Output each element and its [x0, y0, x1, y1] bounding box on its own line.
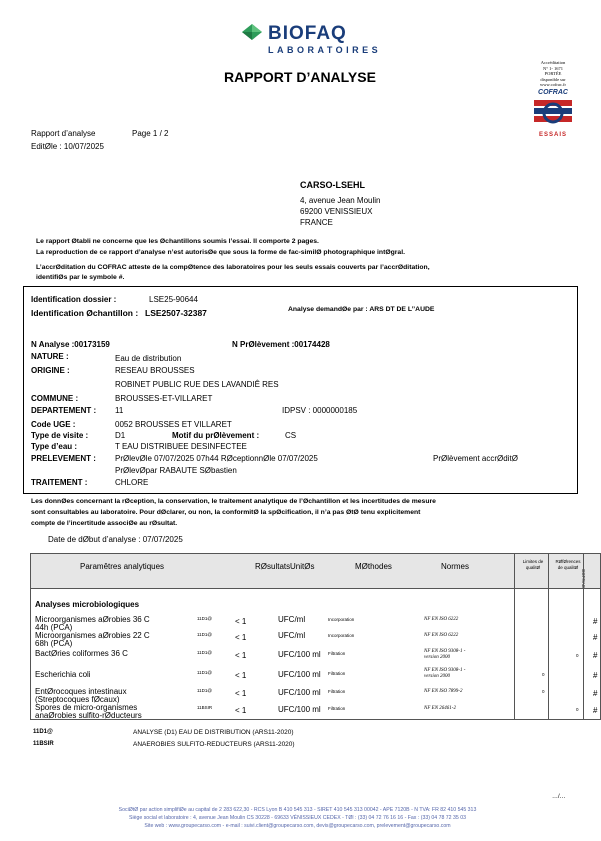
header-cofrac: COFRAC	[581, 569, 586, 588]
header-limit: Limites de qualitØ	[522, 559, 544, 570]
analysis-requester: Analyse demandØe par : ARS DT DE L’’AUDE	[288, 306, 435, 313]
row-code: 11D1@	[197, 688, 212, 693]
footer-line: Siège social et laboratoire : 4, avenue Jean Moulin CS 30228 - 69633 VÉNISSIEUX CEDEX - TØl : (33) 04 72 76 16 16 - Fax : (33) 04 78 72 35 03	[129, 815, 466, 821]
notice-line: La reproduction de ce rapport d’analyse n’est autorisØe que sous la forme de fac-similØ photographique intØgral.	[36, 249, 405, 256]
prelevement-value: PrØlevØle 07/07/2025 07h44 RØceptionnØle 07/07/2025	[115, 454, 318, 463]
row-limit: 0	[542, 672, 545, 677]
row-method: Filtration	[328, 689, 346, 694]
idpsv: IDPSV : 0000000185	[282, 406, 358, 415]
origine-label: ORIGINE :	[31, 366, 70, 375]
cofrac-essais: ESSAIS	[538, 131, 567, 138]
company-logo	[230, 22, 380, 64]
page-title: RAPPORT D’ANALYSE	[224, 69, 376, 85]
row-cofrac-mark: #	[593, 706, 598, 715]
param-line: anaØrobies sulfito-rØducteurs	[35, 711, 142, 720]
row-result: < 1	[235, 671, 247, 680]
eau-value: T EAU DISTRIBUEE DESINFECTEE	[115, 442, 247, 451]
legend-text: ANALYSE (D1) EAU DE DISTRIBUTION (ARS11-2020)	[133, 729, 294, 736]
cofrac-logo-icon	[528, 96, 578, 132]
row-ref: 0	[576, 653, 579, 658]
table-row	[30, 631, 599, 649]
row-result: < 1	[235, 651, 247, 660]
section-title: Analyses microbiologiques	[35, 600, 140, 609]
commune-label: COMMUNE :	[31, 394, 79, 403]
uge-value: 0052 BROUSSES ET VILLARET	[115, 420, 232, 429]
row-cofrac-mark: #	[593, 617, 598, 626]
prelevement-operator: PrØlevØpar RABAUTE SØbastien	[115, 466, 237, 475]
data-notice-line: sont consultables au laboratoire. Pour dØclarer, ou non, la conformitØ la spØcification, il n’a pas ØtØ tenu explicitement	[31, 509, 421, 516]
header-method: MØthodes	[355, 562, 392, 571]
row-method: Incorporation	[328, 617, 355, 622]
departement-value: 11	[115, 406, 124, 415]
row-code: 11BSIR	[197, 705, 213, 710]
commune-value: BROUSSES-ET-VILLARET	[115, 394, 213, 403]
param-line: 44h (PCA)	[35, 623, 73, 632]
logo-name: BIOFAQ	[268, 23, 347, 44]
analysis-start-date: Date de dØbut d’analyse : 07/07/2025	[48, 535, 183, 544]
echantillon-label: Identification Øchantillon :	[31, 308, 139, 318]
results-table	[30, 553, 600, 719]
prelevement-accredite: PrØlèvement accrØditØ	[433, 454, 518, 463]
client-address-1: 4, avenue Jean Moulin	[300, 196, 381, 205]
row-unit: UFC/100 ml	[278, 670, 321, 679]
prelevement-label: PRELEVEMENT :	[31, 454, 96, 463]
param-line: BactØries coliformes 36 C	[35, 649, 128, 658]
edited-date: EditØle : 10/07/2025	[31, 142, 104, 151]
uge-label: Code UGE :	[31, 420, 76, 429]
row-cofrac-mark: #	[593, 689, 598, 698]
row-norm: NF EN ISO 9308-1 -	[424, 649, 466, 654]
dossier-value: LSE25-90644	[149, 295, 198, 304]
param-line: Escherichia coli	[35, 670, 91, 679]
row-method: Filtration	[328, 671, 346, 676]
row-result: < 1	[235, 706, 247, 715]
data-notice-line: Les donnØes concernant la rØception, la conservation, le traitement analytique de l’Øchantillon et les incertitudes de mesure	[31, 498, 436, 505]
cofrac-line: PORTÉE	[544, 71, 562, 76]
row-cofrac-mark: #	[593, 651, 598, 660]
nature-value: Eau de distribution	[115, 354, 182, 363]
row-unit: UFC/100 ml	[278, 688, 321, 697]
row-cofrac-mark: #	[593, 671, 598, 680]
row-limit: 0	[542, 689, 545, 694]
row-code: 11D1@	[197, 632, 212, 637]
cofrac-line: N° 1- 1671	[542, 65, 564, 71]
data-notice-line: compte de l’incertitude associØe au rØsultat.	[31, 520, 178, 527]
dossier-label: Identification dossier :	[31, 295, 117, 304]
legend-text: ANAEROBIES SULFITO-REDUCTEURS (ARS11-2020)	[133, 741, 295, 748]
biofaq-leaf-icon	[232, 22, 272, 44]
report-label: Rapport d’analyse	[31, 129, 96, 138]
table-row	[30, 667, 599, 685]
row-unit: UFC/ml	[278, 631, 306, 640]
row-result: < 1	[235, 633, 247, 642]
origine-value: RESEAU BROUSSES	[115, 366, 195, 375]
row-method: Incorporation	[328, 633, 355, 638]
cofrac-line: www.cofrac.fr	[540, 82, 566, 87]
row-norm: NF EN ISO 9308-1 -	[424, 668, 466, 673]
traitement-value: CHLORE	[115, 478, 149, 487]
param-line: (Streptocoques fØcaux)	[35, 695, 120, 704]
param-line: Microorganismes aØrobies 22 C	[35, 631, 150, 640]
continue-mark: …/…	[552, 794, 566, 800]
row-unit: UFC/100 ml	[278, 650, 321, 659]
traitement-label: TRAITEMENT :	[31, 478, 88, 487]
param-line: Spores de micro-organismes	[35, 703, 138, 712]
visite-label: Type de visite :	[31, 431, 89, 440]
legend-code: 11BSIR	[33, 741, 54, 747]
logo-sub: LABORATOIRES	[268, 45, 382, 55]
echantillon-value: LSE2507-32387	[145, 308, 207, 318]
cofrac-line: disponible sur	[540, 76, 566, 82]
row-norm: NF EN ISO 7899-2	[424, 689, 463, 694]
header-norm: Normes	[441, 562, 470, 571]
cofrac-block	[528, 60, 578, 150]
client-country: FRANCE	[300, 218, 333, 227]
row-ref: 0	[576, 707, 579, 712]
client-address-2: 69200 VENISSIEUX	[300, 207, 373, 216]
row-code: 11D1@	[197, 670, 212, 675]
table-row	[30, 703, 599, 719]
param-line: 68h (PCA)	[35, 639, 73, 648]
row-code: 11D1@	[197, 616, 212, 621]
table-row	[30, 613, 599, 631]
cofrac-line: Accréditation	[540, 60, 566, 65]
page-number: Page 1 / 2	[132, 129, 169, 138]
header-param: Paramêtres analytiques	[80, 562, 165, 571]
analysis-number: N Analyse :00173159	[31, 340, 110, 349]
cofrac-badge: COFRAC	[538, 88, 568, 96]
header-result: RØsultats	[255, 562, 291, 571]
row-norm: NF EN 26461-2	[424, 706, 456, 711]
notice-line: identifiØs par le symbole #.	[36, 274, 125, 281]
motif-label: Motif du prØlèvement :	[172, 431, 260, 440]
nature-label: NATURE :	[31, 352, 69, 361]
param-line: Microorganismes aØrobies 36 C	[35, 615, 150, 624]
notice-line: L’accrØditation du COFRAC atteste de la compØtence des laboratoires pour les seuls essais couverts par l’accrØditation,	[36, 264, 430, 271]
row-unit: UFC/ml	[278, 615, 306, 624]
notice-line: Le rapport Øtabli ne concerne que les Øchantillons soumis l’essai. Il comporte 2 pages.	[36, 238, 319, 245]
param-line: EntØrocoques intestinaux	[35, 687, 127, 696]
footer-line: SociØtØ par action simplifiØe au capital de 2 283 622,30 - RCS Lyon B 410 545 313 - SIRET 410 545 313 00042 - APE 7120B - N TVA: FR 82 410 545 313	[118, 807, 477, 813]
row-code: 11D1@	[197, 650, 212, 655]
table-row	[30, 649, 599, 667]
table-row	[30, 685, 599, 703]
visite-value: D1	[115, 431, 126, 440]
row-norm-2: version 2000	[424, 674, 450, 679]
row-unit: UFC/100 ml	[278, 705, 321, 714]
row-norm: NF EN ISO 6222	[424, 617, 459, 622]
eau-label: Type d’eau :	[31, 442, 78, 451]
row-norm-2: version 2000	[424, 655, 450, 660]
row-norm: NF EN ISO 6222	[424, 633, 459, 638]
departement-label: DEPARTEMENT :	[31, 406, 97, 415]
row-result: < 1	[235, 617, 247, 626]
sampling-number: N PrØlèvement :00174428	[232, 340, 330, 349]
header-unit: UnitØs	[290, 562, 315, 571]
row-method: Filtration	[328, 651, 346, 656]
table-header	[30, 553, 601, 589]
motif-value: CS	[285, 431, 297, 440]
origine-value-2: ROBINET PUBLIC RUE DES LAVANDIÊ RES	[115, 380, 279, 389]
legend-code: 11D1@	[33, 729, 53, 735]
row-method: Filtration	[328, 706, 346, 711]
row-cofrac-mark: #	[593, 633, 598, 642]
row-result: < 1	[235, 689, 247, 698]
header-ref: RØfØrences de qualitØ	[555, 559, 581, 570]
client-name: CARSO-LSEHL	[300, 180, 365, 190]
footer-line: Site web : www.groupecarso.com - e-mail : suivi.client@groupecarso.com, devis@groupecarso.com, prelevement@groupecarso.com	[144, 823, 451, 829]
